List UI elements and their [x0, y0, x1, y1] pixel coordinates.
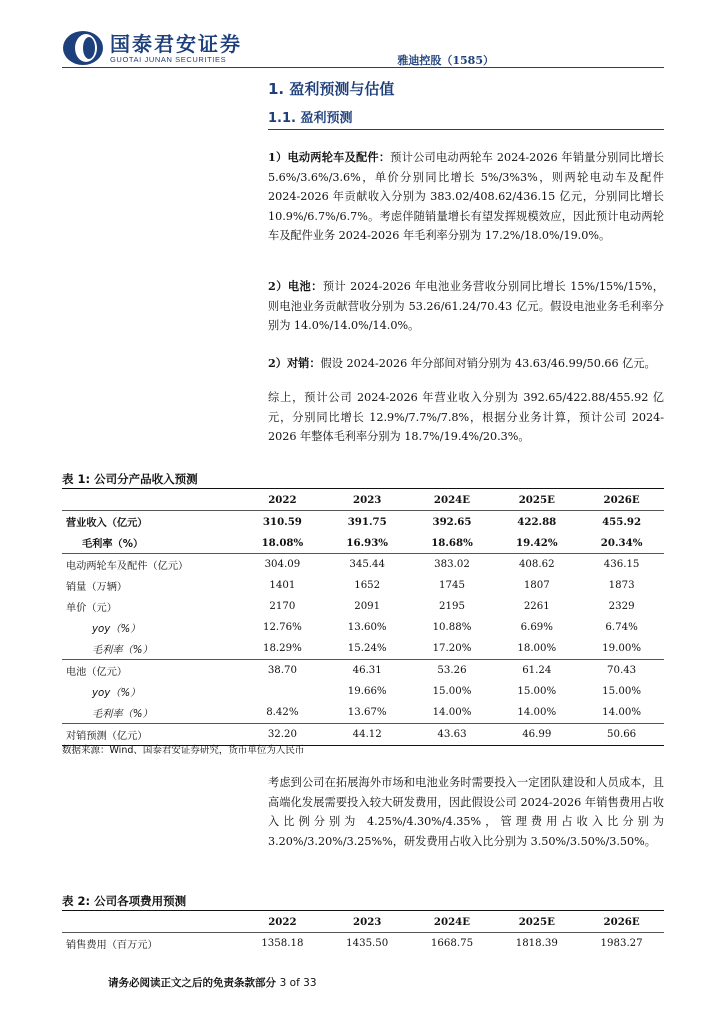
table-cell: 53.26: [410, 660, 495, 682]
table-cell: 70.43: [579, 660, 664, 682]
table-cell: 15.00%: [432, 686, 472, 697]
page-number: 3 of 33: [279, 977, 317, 989]
table-row: [62, 532, 664, 554]
table-cell: 2195: [439, 601, 465, 612]
table-cell: 1435.50: [325, 933, 410, 955]
table-row: [62, 575, 664, 596]
logo-mark-icon: [62, 30, 104, 66]
subsection-divider: [268, 129, 664, 130]
table-cell: 15.00%: [517, 686, 557, 697]
table-cell: 422.88: [494, 511, 579, 533]
row-label: 电动两轮车及配件（亿元）: [62, 554, 240, 576]
table-cell: 408.62: [494, 554, 579, 576]
table-cell: 1818.39: [494, 933, 579, 955]
table-header-cell: 2026E: [579, 911, 664, 933]
table-cell: 1807: [523, 580, 550, 591]
table-cell: 14.00%: [602, 707, 642, 718]
table-header-cell: [62, 489, 240, 511]
table-cell: [240, 681, 325, 702]
logo-english-name: GUOTAI JUNAN SECURITIES: [110, 54, 227, 64]
row-label: 销售费用（百万元）: [62, 933, 240, 955]
table-cell: 14.00%: [517, 707, 557, 718]
paragraph-text: 考虑到公司在拓展海外市场和电池业务时需要投入一定团队建设和人员成本，且高端化发展需要投入较大研发费用，因此假设公司 2024-2026 年销售费用占收入比例分别为 4.25%/4.30%/4.35%，管理费用占收入比分别为 3.20%/3.20%/3.25%%，研发费用占收入比分别为 3.50%/3.50%/3.50%。: [268, 776, 664, 848]
table-cell: 12.76%: [262, 622, 302, 633]
table-cell: 17.20%: [432, 643, 472, 654]
row-label: 单价（元）: [66, 603, 117, 614]
expense-forecast-table: [62, 910, 664, 954]
table-cell: 436.15: [579, 554, 664, 576]
paragraph-ev-business: [268, 148, 664, 246]
table-cell: 2329: [608, 601, 635, 612]
table-cell: 2170: [269, 601, 296, 612]
paragraph-summary: [268, 388, 664, 447]
table-cell: 13.67%: [347, 707, 387, 718]
table-row: [62, 638, 664, 660]
table-cell: 50.66: [579, 724, 664, 746]
row-label: yoy（%）: [92, 624, 141, 635]
paragraph-text: 预计 2024-2026 年电池业务营收分别同比增长 15%/15%/15%，则电池业务贡献营收分别为 53.26/61.24/70.43 亿元。假设电池业务毛利率分别为 14.0%/14.0%/14.0%。: [268, 280, 664, 332]
paragraph-offset: [268, 354, 664, 374]
table-cell: 61.24: [494, 660, 579, 682]
table-row: [62, 702, 664, 724]
paragraph-lead: 1）电动两轮车及配件：: [268, 150, 391, 164]
row-label: 销量（万辆）: [66, 582, 128, 593]
row-label: yoy（%）: [92, 688, 141, 699]
table-header-cell: 2023: [325, 911, 410, 933]
table-cell: 46.31: [325, 660, 410, 682]
table-cell: 304.09: [240, 554, 325, 576]
table-header-cell: [62, 911, 240, 933]
table-cell: 18.29%: [262, 643, 302, 654]
paragraph-text: 假设 2024-2026 年分部间对销分别为 43.63/46.99/50.66 亿元。: [320, 357, 656, 370]
table-cell: 392.65: [410, 511, 495, 533]
table-cell: 38.70: [240, 660, 325, 682]
section-heading: 1. 盈利预测与估值: [268, 80, 395, 98]
paragraph-text: 综上，预计公司 2024-2026 年营业收入分别为 392.65/422.88/455.92 亿元，分别同比增长 12.9%/7.7%/7.8%，根据分业务计算，预计公司 2024-2026 年整体毛利率分别为 18.7%/19.4%/20.3%。: [268, 391, 664, 443]
table-cell: 455.92: [579, 511, 664, 533]
paragraph-lead: 2）电池：: [268, 279, 323, 293]
paragraph-battery: [268, 277, 664, 336]
table-header-cell: 2025E: [494, 911, 579, 933]
table-cell: 32.20: [240, 724, 325, 746]
table-cell: 391.75: [325, 511, 410, 533]
table-cell: 18.08%: [261, 536, 304, 549]
table-cell: 310.59: [240, 511, 325, 533]
table-cell: 18.00%: [517, 643, 557, 654]
row-label: 电池（亿元）: [62, 660, 240, 682]
table1-title: 表 1: 公司分产品收入预测: [62, 472, 198, 486]
row-label: 营业收入（亿元）: [62, 511, 240, 533]
table-cell: 16.93%: [346, 536, 388, 549]
table-cell: 44.12: [325, 724, 410, 746]
table-cell: 19.00%: [602, 643, 642, 654]
table-row: [62, 596, 664, 617]
table-cell: 1873: [608, 580, 635, 591]
table-cell: 14.00%: [432, 707, 472, 718]
table-cell: 1652: [354, 580, 381, 591]
table-header-cell: 2026E: [579, 489, 664, 511]
page-footer: [108, 975, 317, 990]
table-cell: 19.66%: [347, 686, 387, 697]
table-header-cell: 2022: [240, 911, 325, 933]
table-source-note: 数据来源：Wind、国泰君安证券研究，货币单位为人民币: [62, 745, 305, 756]
table-row: [62, 511, 664, 533]
table-cell: 6.74%: [605, 622, 638, 633]
report-company-tag: 雅迪控股（1585）: [397, 54, 494, 67]
paragraph-expenses: [268, 773, 664, 851]
table-cell: 10.88%: [432, 622, 472, 633]
table-header-cell: 2022: [240, 489, 325, 511]
table-header-cell: 2024E: [410, 911, 495, 933]
table-row: [62, 660, 664, 682]
table-cell: 43.63: [410, 724, 495, 746]
table-cell: 1668.75: [410, 933, 495, 955]
revenue-forecast-table: [62, 488, 664, 746]
table-cell: 345.44: [325, 554, 410, 576]
table-cell: 383.02: [410, 554, 495, 576]
footer-disclaimer: 请务必阅读正文之后的免责条款部分: [108, 977, 276, 989]
table-cell: 19.42%: [515, 536, 558, 549]
table-row: [62, 933, 664, 955]
table-cell: 1401: [269, 580, 296, 591]
paragraph-text: 预计公司电动两轮车 2024-2026 年销量分别同比增长 5.6%/3.6%/3.6%，单价分别同比增长 5%/3%3%，则两轮电动车及配件 2024-2026 年贡献收入分别为 383.02/408.62/436.15 亿元，分别同比增长 10.9%/6.7%/6.7%。考虑伴随销量增长有望发挥规模效应，因此预计电动两轮车及配件业务 2024-2026 年毛利率分别为 17.2%/18.0%/19.0%。: [268, 151, 664, 242]
table-row: [62, 554, 664, 576]
table-cell: 15.00%: [602, 686, 642, 697]
table-cell: 18.68%: [431, 536, 473, 549]
table-cell: 8.42%: [266, 707, 299, 718]
table-cell: 1358.18: [240, 933, 325, 955]
table-cell: 2091: [354, 601, 381, 612]
table-cell: 2261: [523, 601, 550, 612]
table-cell: 46.99: [494, 724, 579, 746]
table-header-cell: 2023: [325, 489, 410, 511]
table-cell: 6.69%: [520, 622, 553, 633]
table2-title: 表 2: 公司各项费用预测: [62, 894, 187, 908]
table-cell: 15.24%: [347, 643, 387, 654]
table-header-cell: 2024E: [410, 489, 495, 511]
subsection-heading: 1.1. 盈利预测: [268, 111, 353, 126]
logo-chinese-name: 国泰君安证券: [110, 31, 242, 56]
table-row: [62, 617, 664, 638]
table-cell: 13.60%: [347, 622, 387, 633]
header-divider: [62, 67, 664, 68]
row-label: 毛利率（%）: [92, 645, 153, 656]
row-label: 毛利率（%）: [82, 539, 144, 550]
table-row: [62, 681, 664, 702]
company-logo: [62, 30, 242, 66]
table-cell: 1983.27: [579, 933, 664, 955]
paragraph-lead: 2）对销：: [268, 356, 321, 370]
table-cell: 20.34%: [600, 536, 643, 549]
row-label: 毛利率（%）: [92, 709, 153, 720]
table-cell: 1745: [439, 580, 465, 591]
row-label: 对销预测（亿元）: [62, 724, 240, 746]
table-header-cell: 2025E: [494, 489, 579, 511]
